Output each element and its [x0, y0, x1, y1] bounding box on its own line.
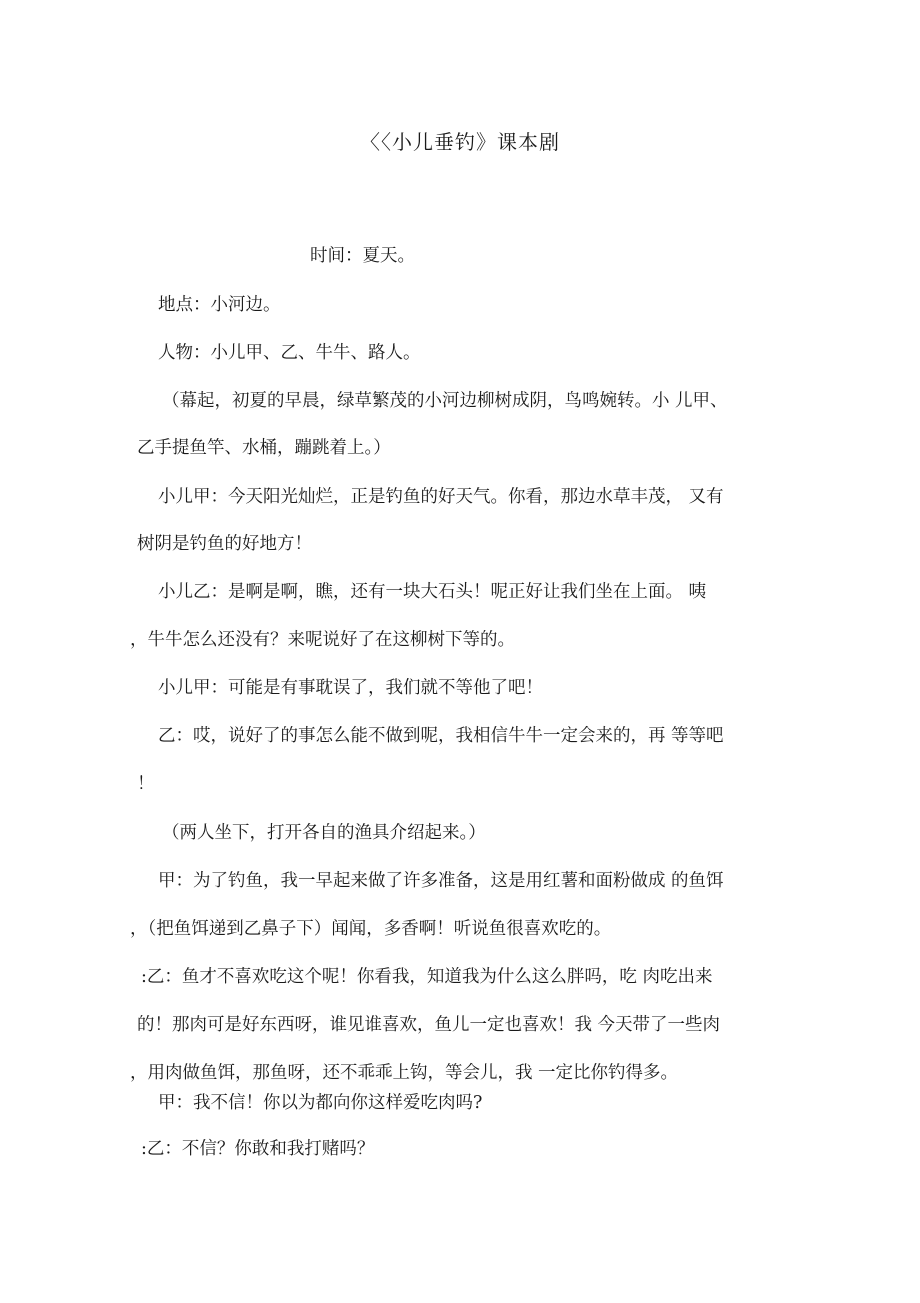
text-line-dialogue: 甲：为了钓鱼，我一早起来做了许多准备，这是用红薯和面粉做成 的鱼饵 [158, 871, 724, 891]
text-line-dialogue: 树阴是钓鱼的好地方！ [137, 534, 312, 554]
text-line-dialogue: 乙：哎，说好了的事怎么能不做到呢，我相信牛牛一定会来的，再 等等吧 [158, 726, 724, 746]
text-line-dialogue: :乙：不信？你敢和我打赌吗？ [141, 1139, 375, 1159]
text-line-stage-direction-cont: 乙手提鱼竿、水桶，蹦跳着上。） [137, 438, 391, 458]
text-line-time: 时间：夏天。 [310, 246, 415, 266]
text-line-dialogue: ，牛牛怎么还没有？来呢说好了在这柳树下等的。 [130, 630, 515, 650]
text-line-dialogue: 小儿甲：今天阳光灿烂，正是钓鱼的好天气。你看，那边水草丰茂， 又有 [158, 487, 724, 507]
text-line-dialogue: 的！那肉可是好东西呀，谁见谁喜欢，鱼儿一定也喜欢！我 今天带了一些肉 [137, 1015, 721, 1035]
text-line-stage-direction: （两人坐下，打开各自的渔具介绍起来。） [162, 823, 486, 843]
document-title: 〈〈小儿垂钓》课本剧 [360, 130, 560, 154]
text-line-stage-direction: （幕起，初夏的早晨，绿草繁茂的小河边柳树成阴，鸟鸣婉转。小 儿甲、 [162, 391, 728, 411]
text-line-dialogue: 小儿乙：是啊是啊，瞧，还有一块大石头！呢正好让我们坐在上面。 咦 [158, 582, 707, 602]
text-line-dialogue: ，（把鱼饵递到乙鼻子下）闻闻，多香啊！听说鱼很喜欢吃的。 [130, 919, 612, 939]
text-line-dialogue: 甲：我不信！你以为都向你这样爱吃肉吗? [158, 1093, 483, 1113]
text-line-dialogue: ，用肉做鱼饵，那鱼呀，还不乖乖上钩，等会儿，我 一定比你钓得多。 [130, 1063, 679, 1083]
text-line-characters: 人物：小儿甲、乙、牛牛、路人。 [158, 343, 421, 363]
text-line-dialogue: ！ [137, 774, 155, 794]
text-line-dialogue: 小儿甲：可能是有事耽误了，我们就不等他了吧！ [158, 678, 543, 698]
text-line-place: 地点：小河边。 [158, 295, 281, 315]
text-line-dialogue: :乙：鱼才不喜欢吃这个呢！你看我，知道我为什么这么胖吗，吃 肉吃出来 [141, 967, 713, 987]
